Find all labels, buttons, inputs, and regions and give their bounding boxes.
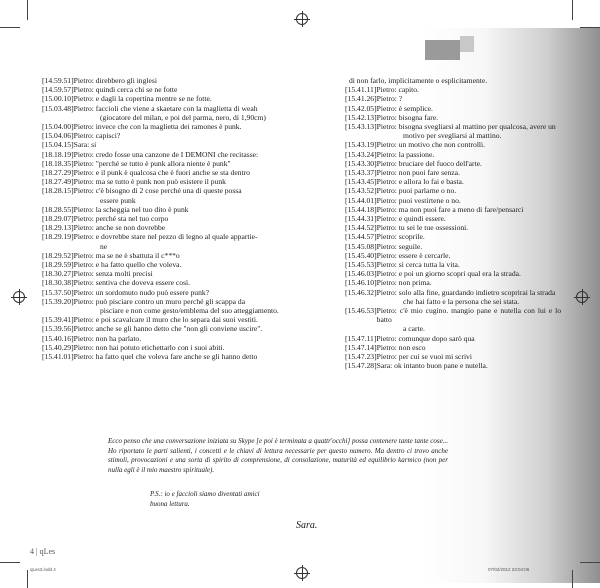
- crop-mark: [580, 562, 600, 563]
- message-timestamp: [15.47.23]: [345, 352, 377, 362]
- message-timestamp: [18.29.59]: [42, 260, 74, 270]
- signature: Sara.: [296, 520, 318, 531]
- chat-message: [42, 131, 338, 140]
- message-text: Pietro: ?: [376, 94, 403, 104]
- message-text: Pietro: solo alla fine, guardando indietro scoprirai la strada: [376, 287, 556, 297]
- chat-message: [345, 186, 561, 195]
- message-timestamp: [18.28.55]: [42, 204, 74, 214]
- chat-message: [42, 324, 338, 333]
- message-timestamp: [15.37.50]: [42, 287, 74, 297]
- message-text: Pietro: e ha fatto quello che voleva.: [73, 260, 182, 270]
- message-text: Pietro: direbbero gli inglesi: [73, 76, 157, 85]
- chat-message: [42, 297, 338, 306]
- message-text: Sara: si: [73, 140, 97, 150]
- message-timestamp: [18.29.52]: [42, 250, 74, 260]
- message-timestamp: [15.41.26]: [345, 94, 377, 104]
- message-continuation: motivo per svegliarsi al mattino.: [403, 131, 502, 141]
- message-text: Pietro: un sordomuto nudo può essere punk?: [73, 287, 210, 297]
- chat-message: [42, 269, 338, 278]
- message-text: Pietro: tu sei le tue ossessioni.: [376, 223, 469, 233]
- message-text: Pietro: e allora lo fai e basta.: [376, 177, 464, 187]
- message-timestamp: [15.46.32]: [345, 287, 377, 297]
- message-text: Pietro: la passione.: [376, 149, 435, 159]
- chat-message: [345, 140, 561, 149]
- message-text: Pietro: faccioli che viene a skaetare con la maglietta di weah: [73, 103, 258, 113]
- chat-message: [42, 177, 338, 186]
- message-timestamp: [15.39.56]: [42, 324, 74, 334]
- chat-message: [345, 251, 561, 260]
- message-text: Pietro: capisci?: [73, 131, 121, 141]
- chat-message: [345, 159, 561, 168]
- message-text: Pietro: non hai potuto etichettarlo con i suoi abiti.: [73, 342, 225, 352]
- message-timestamp: [15.04.15]: [42, 140, 74, 150]
- postscript: [150, 490, 260, 509]
- message-text: Pietro: puoi vestirtene o no.: [376, 195, 461, 205]
- message-text: Pietro: c'è mio cugino. mangio pane e nutella con lui e lo batto: [376, 306, 561, 325]
- message-timestamp: [18.29.19]: [42, 232, 74, 242]
- chat-message: [42, 214, 338, 223]
- chat-message: [42, 140, 338, 149]
- message-timestamp: [18.30.38]: [42, 278, 74, 288]
- chat-message: [345, 150, 561, 159]
- message-timestamp: [18.29.07]: [42, 214, 74, 224]
- message-continuation: pisciare e non come gesto/emblema del suo atteggiamento.: [100, 306, 279, 316]
- message-text: Pietro: bruciare del fuoco dell'arte.: [376, 158, 482, 168]
- message-text: Pietro: ma se tutto è punk non può esistere il punk: [73, 177, 226, 187]
- message-timestamp: [15.45.53]: [345, 260, 377, 270]
- chat-log-right-column: [345, 76, 561, 371]
- message-text: Pietro: la scheggia nel tuo dito è punk: [73, 204, 189, 214]
- message-text: Pietro: sentiva che doveva essere così.: [73, 278, 191, 288]
- chat-message: [345, 205, 561, 214]
- message-text: Pietro: per cui se vuoi mi scrivi: [376, 352, 472, 362]
- message-text: Pietro: quindi cerca chi se ne fotte: [73, 85, 178, 95]
- message-text: Pietro: perché sta nel tuo corpo: [73, 214, 169, 224]
- message-text: Pietro: puoi parlarne o no.: [376, 186, 457, 196]
- message-timestamp: [15.40.29]: [42, 342, 74, 352]
- chat-message: [345, 306, 561, 324]
- message-timestamp: [15.03.48]: [42, 103, 74, 113]
- chat-message: [42, 168, 338, 177]
- message-timestamp: [18.27.29]: [42, 168, 74, 178]
- message-text: Pietro: bisogna svegliarsi al mattino per qualcosa, avere un: [376, 122, 556, 132]
- message-timestamp: [18.27.49]: [42, 177, 74, 187]
- message-text: Pietro: c'è bisogno di 2 cose perché una di queste possa: [73, 186, 242, 196]
- message-timestamp: [15.44.18]: [345, 204, 377, 214]
- message-timestamp: [15.41.11]: [345, 85, 377, 95]
- message-timestamp: [15.43.24]: [345, 149, 377, 159]
- chat-message: [42, 343, 338, 352]
- chat-message: [42, 186, 338, 195]
- registration-mark-bottom: [296, 567, 308, 579]
- message-text: Pietro: si cerca tutta la vita.: [376, 260, 460, 270]
- message-text: Pietro: invece che con la maglietta dei ramones è punk.: [73, 122, 242, 132]
- message-timestamp: [15.04.06]: [42, 131, 74, 141]
- chat-message: [42, 223, 338, 232]
- message-text: Sara: ok intanto buon pane e nutella.: [376, 361, 488, 371]
- chat-log-left-column: [42, 76, 338, 361]
- message-timestamp: [15.41.01]: [42, 352, 74, 362]
- message-timestamp: [15.44.31]: [345, 214, 377, 224]
- chat-message: [345, 168, 561, 177]
- chat-message: [42, 122, 338, 131]
- message-timestamp: [15.04.00]: [42, 122, 74, 132]
- chat-message: [345, 278, 561, 287]
- message-timestamp: [15.47.11]: [345, 333, 377, 343]
- message-timestamp: [15.46.53]: [345, 306, 377, 316]
- chat-message: [42, 76, 338, 85]
- message-text: Pietro: non prima.: [376, 278, 432, 288]
- chat-message: [345, 85, 561, 94]
- message-timestamp: [18.29.13]: [42, 223, 74, 233]
- message-text: Pietro: ma non puoi fare a meno di fare/pensarci: [376, 204, 524, 214]
- registration-mark-top: [296, 13, 308, 25]
- chat-message: [345, 242, 561, 251]
- message-timestamp: [15.45.40]: [345, 250, 377, 260]
- chat-message: [42, 104, 338, 113]
- message-text: Pietro: "perché se tutto è punk allora niente è punk": [73, 158, 231, 168]
- chat-message: [345, 94, 561, 103]
- message-timestamp: [18.28.15]: [42, 186, 74, 196]
- chat-message: [345, 104, 561, 113]
- postscript-line: P.S.: io e faccioli siamo diventati amici: [150, 490, 260, 498]
- chat-message: [42, 94, 338, 103]
- message-timestamp: [15.44.57]: [345, 232, 377, 242]
- message-timestamp: [15.43.52]: [345, 186, 377, 196]
- section-tab-notch: [460, 36, 474, 52]
- message-text: Pietro: ma se ne è sbattuta il c***o: [73, 250, 180, 260]
- chat-message: [345, 177, 561, 186]
- message-timestamp: [15.44.01]: [345, 195, 377, 205]
- message-text: Pietro: e poi un giorno scopri qual era la strada.: [376, 269, 521, 279]
- crop-mark: [27, 570, 28, 588]
- message-text: Pietro: e il punk è qualcosa che è fuori anche se sta dentro: [73, 168, 250, 178]
- message-text: Pietro: credo fosse una canzone de I DEMONI che recitasse:: [73, 149, 259, 159]
- message-text: Pietro: può pisciare contro un muro perché gli scappa da: [73, 296, 246, 306]
- chat-message: [42, 232, 338, 241]
- message-continuation: (giocatore del milan, e poi del parma, nero, di 1,90cm): [100, 112, 266, 122]
- registration-mark-left: [13, 291, 25, 303]
- page-footer: 4 | qLes: [30, 547, 56, 556]
- crop-mark: [27, 0, 28, 20]
- chat-message: [345, 288, 561, 297]
- message-timestamp: [18.18.19]: [42, 149, 74, 159]
- message-timestamp: [15.40.16]: [42, 333, 74, 343]
- message-text: Pietro: e poi scavalcare il muro che lo separa dai suoi vestiti.: [73, 315, 258, 325]
- chat-message: [42, 159, 338, 168]
- print-slug-date: 07/02/2012 23:04:06: [488, 567, 530, 572]
- message-text: Pietro: e dovrebbe stare nel pezzo di legno al quale appartie-: [73, 232, 258, 242]
- chat-message: [345, 260, 561, 269]
- chat-message: [42, 278, 338, 287]
- message-timestamp: [15.42.13]: [345, 112, 377, 122]
- chat-message: [345, 122, 561, 131]
- message-timestamp: [15.47.14]: [345, 342, 377, 352]
- message-text: Pietro: ha fatto quel che voleva fare anche se gli hanno detto: [73, 352, 258, 362]
- chat-message: [42, 352, 338, 361]
- chat-message: [42, 150, 338, 159]
- chat-message: [345, 361, 561, 370]
- message-text: Pietro: non puoi fare senza.: [376, 168, 460, 178]
- message-timestamp: [15.42.05]: [345, 103, 377, 113]
- message-timestamp: [15.45.08]: [345, 241, 377, 251]
- message-timestamp: [15.43.37]: [345, 168, 377, 178]
- chat-message: [345, 352, 561, 361]
- message-text: Pietro: non esco: [376, 342, 426, 352]
- message-timestamp: [14.59.57]: [42, 85, 74, 95]
- crop-mark: [0, 27, 20, 28]
- message-text: Pietro: e quindi essere.: [376, 214, 446, 224]
- message-timestamp: [15.43.45]: [345, 177, 377, 187]
- section-tab: [425, 40, 460, 60]
- message-timestamp: [15.44.52]: [345, 223, 377, 233]
- message-text: Pietro: un motivo che non controlli.: [376, 140, 486, 150]
- editor-note: Ecco penso che una conversazione iniziata su Skype [e poi è terminata a quattr'occhi] possa contenere tante tante cose... Ho riportato le parti salienti, i concetti e le chiavi di lettura necessarie per questo numero. Ma dentro ci trovo anche stimoli, provocazioni e una sorta di spirito di comprensione, di consolazione, maturità ed equilibrio karmico (non per nulla egli è il mio maestro spirituale).: [108, 437, 448, 474]
- message-timestamp: [15.47.28]: [345, 361, 377, 371]
- message-text: Pietro: bisogna fare.: [376, 112, 439, 122]
- message-continuation: che hai fatto e la persona che sei stata.: [403, 296, 520, 306]
- message-text: Pietro: anche se non dovrebbe: [73, 223, 166, 233]
- message-text: Pietro: e dagli la copertina mentre se ne fotte.: [73, 94, 212, 104]
- chat-message: [42, 205, 338, 214]
- chat-message: [345, 269, 561, 278]
- message-timestamp: [15.39.41]: [42, 315, 74, 325]
- chat-message: [42, 260, 338, 269]
- crop-mark: [0, 562, 20, 563]
- message-text: Pietro: anche se gli hanno detto che "non gli conviene uscire".: [73, 324, 263, 334]
- message-continuation: ne: [100, 241, 108, 251]
- chat-message: [345, 232, 561, 241]
- message-timestamp: [15.43.19]: [345, 140, 377, 150]
- chat-message: [42, 288, 338, 297]
- message-continuation: a carte.: [403, 324, 425, 334]
- chat-continuation: di non farlo, implicitamente o esplicitamente.: [349, 76, 488, 85]
- chat-message: [42, 334, 338, 343]
- message-timestamp: [18.30.27]: [42, 269, 74, 279]
- chat-message: [345, 196, 561, 205]
- message-timestamp: [15.39.20]: [42, 296, 74, 306]
- message-text: Pietro: seguile.: [376, 241, 423, 251]
- message-timestamp: [15.00.10]: [42, 94, 74, 104]
- message-timestamp: [15.43.30]: [345, 158, 377, 168]
- chat-message: [42, 85, 338, 94]
- crop-mark: [580, 27, 600, 28]
- message-text: Pietro: scoprile.: [376, 232, 425, 242]
- message-text: Pietro: capito.: [376, 85, 419, 95]
- message-text: Pietro: comunque dopo sarò qua: [376, 333, 475, 343]
- message-continuation: essere punk: [100, 195, 136, 205]
- message-timestamp: [14.59.51]: [42, 76, 74, 85]
- crop-mark: [572, 570, 573, 588]
- crop-mark: [572, 0, 573, 20]
- message-text: Pietro: essere è cercarle.: [376, 250, 451, 260]
- chat-message: [345, 334, 561, 343]
- message-timestamp: [15.43.13]: [345, 122, 377, 132]
- postscript-line: buona lettura.: [150, 499, 190, 508]
- message-text: Pietro: non ha parlato.: [73, 333, 142, 343]
- chat-message: [42, 315, 338, 324]
- message-text: Pietro: senza molti precisi: [73, 269, 153, 279]
- chat-message: [345, 223, 561, 232]
- chat-message: [345, 343, 561, 352]
- chat-message: [345, 113, 561, 122]
- print-slug-file: qLes3.indd 4: [30, 567, 56, 572]
- registration-mark-right: [576, 291, 588, 303]
- message-timestamp: [18.18.35]: [42, 158, 74, 168]
- message-timestamp: [15.46.03]: [345, 269, 377, 279]
- chat-message: [345, 214, 561, 223]
- chat-message: [42, 251, 338, 260]
- message-text: Pietro: è semplice.: [376, 103, 433, 113]
- message-timestamp: [15.46.10]: [345, 278, 377, 288]
